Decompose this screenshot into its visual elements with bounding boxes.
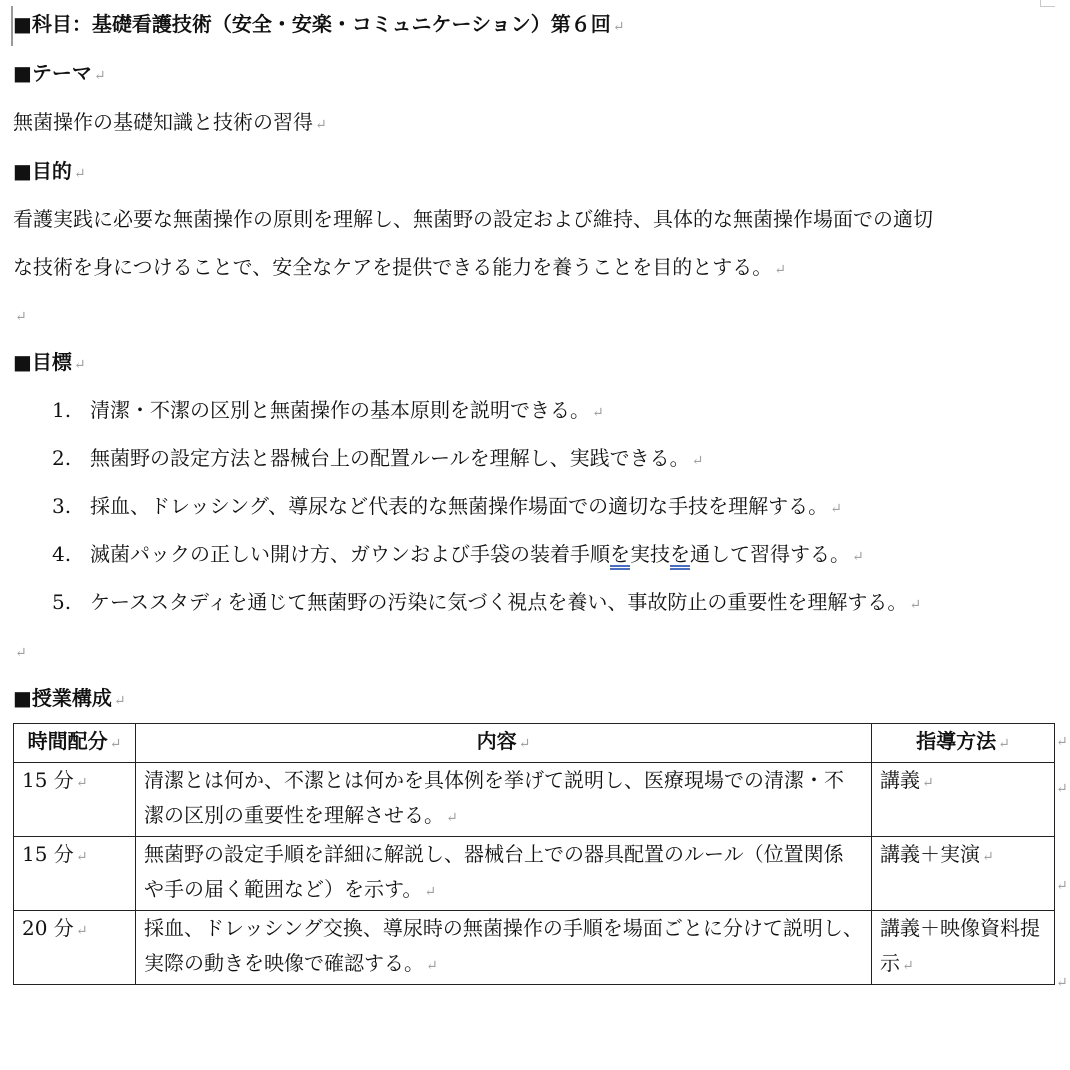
cell-content[interactable]: 無菌野の設定手順を詳細に解説し、器械台上での器具配置のルール（位置関係や手の届く範囲など）を示す。 ↵	[136, 837, 872, 911]
subject-heading: ■科目：基礎看護技術（安全・安楽・コミュニケーション）第６回 ↵	[13, 12, 625, 36]
table-row	[14, 763, 1055, 837]
goal-item: 3. 採血、ドレッシング、導尿など代表的な無菌操作場面での適切な手技を理解する。 ↵	[52, 494, 842, 518]
purpose-text-line-2: な技術を身につけることで、安全なケアを提供できる能力を養うことを目的とする。 ↵	[13, 255, 786, 279]
goal-item: 1. 清潔・不潔の区別と無菌操作の基本原則を説明できる。 ↵	[52, 398, 604, 422]
goal-item: 2. 無菌野の設定方法と器械台上の配置ルールを理解し、実践できる。 ↵	[52, 446, 704, 470]
grammar-underline: を	[670, 542, 690, 566]
goal-item: 4. 滅菌パックの正しい開け方、ガウンおよび手袋の装着手順を実技を通して習得する。 ↵	[52, 542, 864, 566]
lesson-structure-table[interactable]	[13, 723, 1055, 985]
cell-time[interactable]: 20 分 ↵	[14, 911, 136, 985]
theme-heading: ■テーマ ↵	[13, 61, 106, 85]
cell-method[interactable]: 講義＋実演 ↵	[872, 837, 1055, 911]
cell-time[interactable]: 15 分 ↵	[14, 763, 136, 837]
goal-item: 5. ケーススタディを通じて無菌野の汚染に気づく視点を養い、事故防止の重要性を理解する。 ↵	[52, 590, 922, 614]
header-content[interactable]: 内容 ↵	[136, 724, 872, 763]
table-header-row	[14, 724, 1055, 763]
table-row	[14, 837, 1055, 911]
cell-content[interactable]: 清潔とは何か、不潔とは何かを具体例を挙げて説明し、医療現場での清潔・不潔の区別の重要性を理解させる。 ↵	[136, 763, 872, 837]
cell-content[interactable]: 採血、ドレッシング交換、導尿時の無菌操作の手順を場面ごとに分けて説明し、実際の動きを映像で確認する。 ↵	[136, 911, 872, 985]
empty-paragraph: ↵	[15, 645, 27, 661]
theme-text: 無菌操作の基礎知識と技術の習得 ↵	[13, 110, 327, 134]
header-method[interactable]: 指導方法 ↵	[872, 724, 1055, 763]
empty-paragraph: ↵	[15, 309, 27, 325]
table-row	[14, 911, 1055, 985]
purpose-text-line-1: 看護実践に必要な無菌操作の原則を理解し、無菌野の設定および維持、具体的な無菌操作場面での適切	[13, 207, 933, 231]
cell-time[interactable]: 15 分 ↵	[14, 837, 136, 911]
cell-method[interactable]: 講義＋映像資料提示 ↵	[872, 911, 1055, 985]
structure-heading: ■授業構成 ↵	[13, 686, 126, 710]
row-end-mark: ↵	[1056, 734, 1068, 750]
page-corner-mark	[1040, 0, 1055, 7]
goals-heading: ■目標 ↵	[13, 350, 86, 374]
purpose-heading: ■目的 ↵	[13, 159, 86, 183]
grammar-underline: を	[610, 542, 630, 566]
row-end-mark: ↵	[1056, 975, 1068, 991]
row-end-mark: ↵	[1056, 878, 1068, 894]
header-time[interactable]: 時間配分 ↵	[14, 724, 136, 763]
row-end-mark: ↵	[1056, 781, 1068, 797]
cell-method[interactable]: 講義 ↵	[872, 763, 1055, 837]
